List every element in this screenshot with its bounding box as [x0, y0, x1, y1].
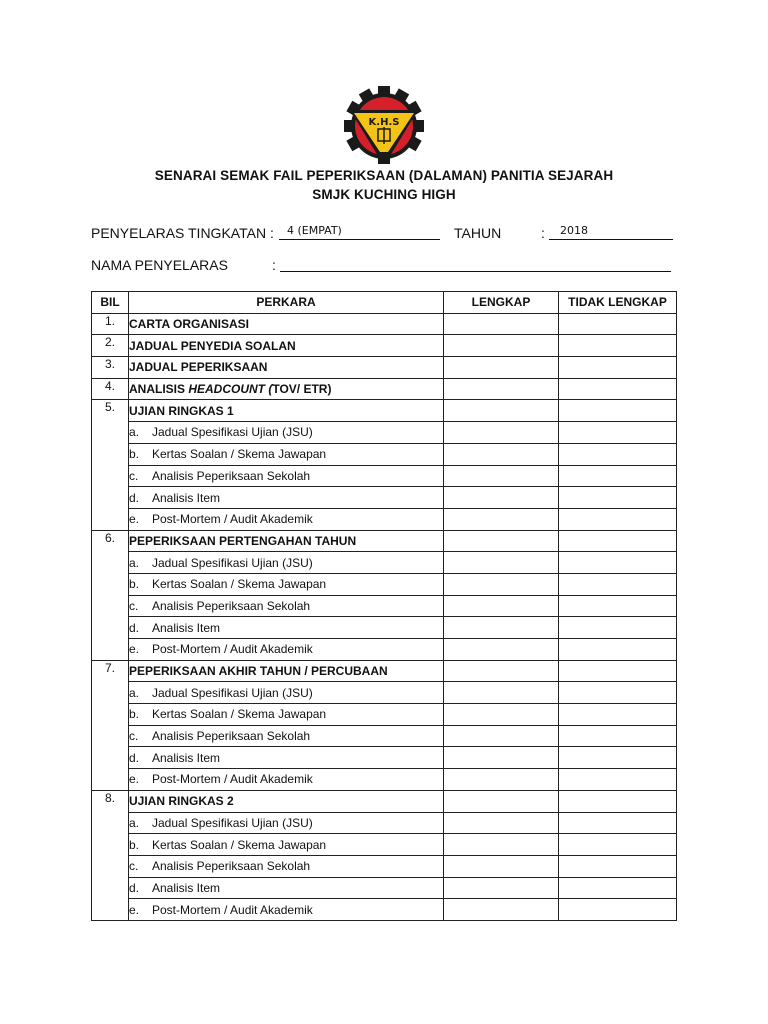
sub-item — [129, 855, 444, 877]
tidak-lengkap-cell[interactable] — [559, 465, 677, 487]
sub-item — [129, 899, 444, 921]
nama-label: NAMA PENYELARAS — [91, 257, 228, 273]
row-bil: 1. — [92, 313, 129, 335]
perkara-italic-text: HEADCOUNT ( — [188, 382, 273, 397]
section-title: UJIAN RINGKAS 2 — [129, 790, 444, 812]
sub-item-letter: c. — [129, 729, 139, 744]
section-bil: 6. — [92, 530, 129, 660]
row-bil: 3. — [92, 357, 129, 379]
tidak-lengkap-cell[interactable] — [559, 573, 677, 595]
section-bil: 8. — [92, 790, 129, 920]
tidak-lengkap-cell[interactable] — [559, 443, 677, 465]
sub-item-letter: e. — [129, 512, 140, 527]
lengkap-cell[interactable] — [444, 357, 559, 379]
lengkap-cell[interactable] — [444, 855, 559, 877]
tidak-lengkap-cell[interactable] — [559, 899, 677, 921]
row-perkara — [129, 357, 444, 379]
sub-item-letter: b. — [129, 837, 140, 852]
tingkatan-label: PENYELARAS TINGKATAN : — [91, 225, 274, 241]
sub-item-letter: b. — [129, 707, 140, 722]
lengkap-cell[interactable] — [444, 812, 559, 834]
sub-item — [129, 725, 444, 747]
sub-item-text: Jadual Spesifikasi Ujian (JSU) — [152, 815, 313, 830]
sub-item-row — [92, 443, 677, 465]
tidak-lengkap-cell[interactable] — [559, 682, 677, 704]
sub-item — [129, 704, 444, 726]
tidak-lengkap-cell[interactable] — [559, 834, 677, 856]
lengkap-cell[interactable] — [444, 400, 559, 422]
sub-item — [129, 769, 444, 791]
lengkap-cell[interactable] — [444, 465, 559, 487]
table-header-row — [92, 292, 677, 314]
sub-item — [129, 487, 444, 509]
sub-item-row — [92, 465, 677, 487]
tidak-lengkap-cell[interactable] — [559, 552, 677, 574]
sub-item-letter: c. — [129, 598, 139, 613]
row-bil: 2. — [92, 335, 129, 357]
sub-item-row — [92, 487, 677, 509]
sub-item-text: Kertas Soalan / Skema Jawapan — [152, 577, 327, 592]
tahun-value[interactable]: 2018 — [560, 224, 588, 237]
table-row — [92, 357, 677, 379]
tidak-lengkap-cell[interactable] — [559, 530, 677, 552]
sub-item — [129, 812, 444, 834]
header-tidak-lengkap: TIDAK LENGKAP — [559, 292, 677, 314]
sub-item-row — [92, 595, 677, 617]
sub-item-text: Jadual Spesifikasi Ujian (JSU) — [152, 425, 313, 440]
section-title: UJIAN RINGKAS 1 — [129, 400, 444, 422]
school-name: SMJK KUCHING HIGH — [312, 187, 456, 202]
tidak-lengkap-cell[interactable] — [559, 422, 677, 444]
sub-item — [129, 682, 444, 704]
sub-item-row — [92, 769, 677, 791]
tahun-colon: : — [541, 225, 545, 241]
sub-item — [129, 422, 444, 444]
tahun-label: TAHUN — [454, 225, 502, 241]
lengkap-cell[interactable] — [444, 747, 559, 769]
lengkap-cell[interactable] — [444, 378, 559, 400]
sub-item-row — [92, 877, 677, 899]
sub-item-letter: c. — [129, 468, 139, 483]
tidak-lengkap-cell[interactable] — [559, 400, 677, 422]
sub-item-letter: d. — [129, 620, 140, 635]
sub-item-text: Analisis Peperiksaan Sekolah — [152, 468, 311, 483]
sub-item-text: Analisis Peperiksaan Sekolah — [152, 729, 311, 744]
lengkap-cell[interactable] — [444, 704, 559, 726]
sub-item-letter: a. — [129, 815, 140, 830]
sub-item-letter: b. — [129, 577, 140, 592]
sub-item — [129, 595, 444, 617]
sub-item-letter: d. — [129, 750, 140, 765]
checklist-table — [91, 291, 677, 921]
lengkap-cell[interactable] — [444, 595, 559, 617]
lengkap-cell[interactable] — [444, 682, 559, 704]
lengkap-cell[interactable] — [444, 899, 559, 921]
sub-item-text: Jadual Spesifikasi Ujian (JSU) — [152, 685, 313, 700]
sub-item-letter: d. — [129, 880, 140, 895]
lengkap-cell[interactable] — [444, 422, 559, 444]
section-bil: 7. — [92, 660, 129, 790]
sub-item — [129, 617, 444, 639]
perkara-text: JADUAL PENYEDIA SOALAN — [129, 338, 296, 353]
table-row — [92, 313, 677, 335]
tidak-lengkap-cell[interactable] — [559, 747, 677, 769]
sub-item-text: Post-Mortem / Audit Akademik — [152, 642, 313, 657]
section-row — [92, 660, 677, 682]
tidak-lengkap-cell[interactable] — [559, 357, 677, 379]
tidak-lengkap-cell[interactable] — [559, 378, 677, 400]
tidak-lengkap-cell[interactable] — [559, 639, 677, 661]
lengkap-cell[interactable] — [444, 790, 559, 812]
lengkap-cell[interactable] — [444, 834, 559, 856]
sub-item-text: Post-Mortem / Audit Akademik — [152, 902, 313, 917]
sub-item-text: Post-Mortem / Audit Akademik — [152, 512, 313, 527]
sub-item-text: Analisis Item — [152, 490, 221, 505]
sub-item-row — [92, 704, 677, 726]
sub-item-row — [92, 834, 677, 856]
lengkap-cell[interactable] — [444, 530, 559, 552]
sub-item-row — [92, 617, 677, 639]
document-title: SENARAI SEMAK FAIL PEPERIKSAAN (DALAMAN) PANITIA SEJARAH — [154, 168, 614, 183]
sub-item-text: Analisis Peperiksaan Sekolah — [152, 859, 311, 874]
tidak-lengkap-cell[interactable] — [559, 660, 677, 682]
lengkap-cell[interactable] — [444, 639, 559, 661]
section-title: PEPERIKSAAN AKHIR TAHUN / PERCUBAAN — [129, 660, 444, 682]
tidak-lengkap-cell[interactable] — [559, 812, 677, 834]
sub-item-row — [92, 725, 677, 747]
perkara-after-text: TOV/ ETR) — [272, 382, 332, 397]
header-lengkap: LENGKAP — [444, 292, 559, 314]
sub-item-text: Analisis Item — [152, 750, 221, 765]
lengkap-cell[interactable] — [444, 877, 559, 899]
tidak-lengkap-cell[interactable] — [559, 725, 677, 747]
lengkap-cell[interactable] — [444, 313, 559, 335]
sub-item-letter: a. — [129, 555, 140, 570]
tahun-line — [549, 239, 673, 240]
sub-item-row — [92, 552, 677, 574]
sub-item-letter: b. — [129, 447, 140, 462]
sub-item-letter: e. — [129, 902, 140, 917]
section-row — [92, 400, 677, 422]
sub-item-text: Analisis Peperiksaan Sekolah — [152, 598, 311, 613]
lengkap-cell[interactable] — [444, 443, 559, 465]
tidak-lengkap-cell[interactable] — [559, 790, 677, 812]
section-row — [92, 530, 677, 552]
sub-item-row — [92, 855, 677, 877]
sub-item-letter: e. — [129, 642, 140, 657]
sub-item-row — [92, 682, 677, 704]
lengkap-cell[interactable] — [444, 660, 559, 682]
sub-item-text: Post-Mortem / Audit Akademik — [152, 772, 313, 787]
nama-line[interactable] — [280, 271, 671, 272]
sub-item — [129, 573, 444, 595]
tidak-lengkap-cell[interactable] — [559, 704, 677, 726]
sub-item-row — [92, 747, 677, 769]
lengkap-cell[interactable] — [444, 508, 559, 530]
sub-item-row — [92, 899, 677, 921]
lengkap-cell[interactable] — [444, 617, 559, 639]
tidak-lengkap-cell[interactable] — [559, 508, 677, 530]
header-perkara: PERKARA — [129, 292, 444, 314]
sub-item — [129, 552, 444, 574]
sub-item-text: Kertas Soalan / Skema Jawapan — [152, 447, 327, 462]
sub-item-letter: d. — [129, 490, 140, 505]
row-perkara — [129, 378, 444, 400]
sub-item-letter: a. — [129, 685, 140, 700]
sub-item — [129, 465, 444, 487]
sub-item-text: Analisis Item — [152, 880, 221, 895]
logo-lettering: K.H.S — [368, 117, 400, 128]
sub-item-row — [92, 508, 677, 530]
row-bil: 4. — [92, 378, 129, 400]
lengkap-cell[interactable] — [444, 573, 559, 595]
sub-item — [129, 834, 444, 856]
sub-item-row — [92, 573, 677, 595]
row-perkara — [129, 335, 444, 357]
sub-item — [129, 508, 444, 530]
tingkatan-value[interactable]: 4 (EMPAT) — [287, 224, 342, 237]
school-crest-gear-icon — [334, 86, 434, 164]
lengkap-cell[interactable] — [444, 769, 559, 791]
sub-item-row — [92, 639, 677, 661]
sub-item-row — [92, 812, 677, 834]
perkara-text: JADUAL PEPERIKSAAN — [129, 360, 268, 375]
tingkatan-line — [279, 239, 440, 240]
perkara-text: CARTA ORGANISASI — [129, 317, 249, 332]
tidak-lengkap-cell[interactable] — [559, 487, 677, 509]
section-bil: 5. — [92, 400, 129, 530]
table-row — [92, 378, 677, 400]
sub-item-text: Analisis Item — [152, 620, 221, 635]
lengkap-cell[interactable] — [444, 335, 559, 357]
lengkap-cell[interactable] — [444, 487, 559, 509]
tidak-lengkap-cell[interactable] — [559, 595, 677, 617]
sub-item-letter: a. — [129, 425, 140, 440]
table-row — [92, 335, 677, 357]
sub-item-text: Kertas Soalan / Skema Jawapan — [152, 707, 327, 722]
sub-item-letter: c. — [129, 859, 139, 874]
tidak-lengkap-cell[interactable] — [559, 855, 677, 877]
sub-item — [129, 877, 444, 899]
tidak-lengkap-cell[interactable] — [559, 769, 677, 791]
section-row — [92, 790, 677, 812]
perkara-text: ANALISIS — [129, 382, 189, 397]
lengkap-cell[interactable] — [444, 725, 559, 747]
section-title: PEPERIKSAAN PERTENGAHAN TAHUN — [129, 530, 444, 552]
lengkap-cell[interactable] — [444, 552, 559, 574]
tidak-lengkap-cell[interactable] — [559, 313, 677, 335]
sub-item-letter: e. — [129, 772, 140, 787]
tidak-lengkap-cell[interactable] — [559, 617, 677, 639]
sub-item-text: Jadual Spesifikasi Ujian (JSU) — [152, 555, 313, 570]
row-perkara — [129, 313, 444, 335]
tidak-lengkap-cell[interactable] — [559, 877, 677, 899]
nama-colon: : — [272, 257, 276, 273]
sub-item — [129, 443, 444, 465]
sub-item-row — [92, 422, 677, 444]
tidak-lengkap-cell[interactable] — [559, 335, 677, 357]
sub-item-text: Kertas Soalan / Skema Jawapan — [152, 837, 327, 852]
sub-item — [129, 639, 444, 661]
header-bil: BIL — [92, 292, 129, 314]
sub-item — [129, 747, 444, 769]
